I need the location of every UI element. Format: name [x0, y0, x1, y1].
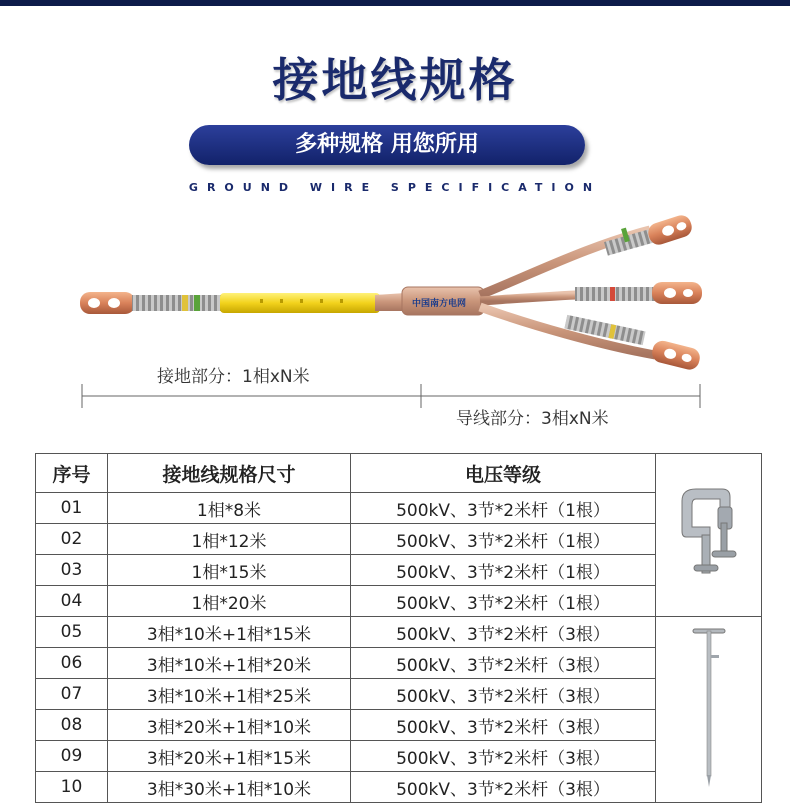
table-row	[36, 741, 762, 772]
row-voltage: 500kV、3节*2米杆（1根）	[351, 493, 656, 524]
ground-part-label: 接地部分：1相xN米	[157, 367, 310, 387]
table-row	[36, 772, 762, 803]
table-row	[36, 617, 762, 648]
rod-image-cell	[656, 617, 762, 803]
table-row	[36, 679, 762, 710]
table-row	[36, 555, 762, 586]
row-voltage: 500kV、3节*2米杆（1根）	[351, 586, 656, 617]
row-voltage: 500kV、3节*2米杆（3根）	[351, 772, 656, 803]
row-voltage: 500kV、3节*2米杆（1根）	[351, 524, 656, 555]
row-voltage: 500kV、3节*2米杆（1根）	[351, 555, 656, 586]
row-no: 03	[36, 555, 108, 586]
table-header-row	[36, 454, 762, 493]
row-size: 3相*30米+1相*10米	[108, 772, 351, 803]
slogan-pill: 多种规格 用您所用	[189, 125, 585, 165]
row-voltage: 500kV、3节*2米杆（3根）	[351, 741, 656, 772]
table-row	[36, 524, 762, 555]
row-no: 08	[36, 710, 108, 741]
spec-table	[35, 453, 762, 803]
ground-rod-icon	[689, 625, 729, 790]
row-size: 3相*10米+1相*15米	[108, 617, 351, 648]
header-no: 序号	[36, 454, 108, 493]
row-no: 10	[36, 772, 108, 803]
row-no: 09	[36, 741, 108, 772]
row-no: 02	[36, 524, 108, 555]
subtitle: GROUND WIRE SPECIFICATION	[188, 181, 602, 194]
row-voltage: 500kV、3节*2米杆（3根）	[351, 617, 656, 648]
header-voltage: 电压等级	[351, 454, 656, 493]
row-no: 01	[36, 493, 108, 524]
row-voltage: 500kV、3节*2米杆（3根）	[351, 710, 656, 741]
table-row	[36, 710, 762, 741]
table-row	[36, 648, 762, 679]
row-no: 05	[36, 617, 108, 648]
row-size: 1相*20米	[108, 586, 351, 617]
lead-part-label: 导线部分：3相xN米	[456, 409, 609, 429]
row-size: 3相*20米+1相*10米	[108, 710, 351, 741]
row-no: 04	[36, 586, 108, 617]
header-size: 接地线规格尺寸	[108, 454, 351, 493]
row-no: 07	[36, 679, 108, 710]
clamp-image-cell	[656, 454, 762, 617]
clamp-icon	[674, 483, 744, 583]
page-title: 接地线规格	[272, 53, 518, 107]
row-size: 3相*10米+1相*20米	[108, 648, 351, 679]
table-row	[36, 493, 762, 524]
row-voltage: 500kV、3节*2米杆（3根）	[351, 679, 656, 710]
table-row	[36, 586, 762, 617]
row-voltage: 500kV、3节*2米杆（3根）	[351, 648, 656, 679]
row-size: 3相*10米+1相*25米	[108, 679, 351, 710]
row-size: 1相*15米	[108, 555, 351, 586]
row-size: 3相*20米+1相*15米	[108, 741, 351, 772]
row-size: 1相*8米	[108, 493, 351, 524]
row-no: 06	[36, 648, 108, 679]
sgcc-logo-text: 中国南方电网	[412, 299, 467, 309]
row-size: 1相*12米	[108, 524, 351, 555]
